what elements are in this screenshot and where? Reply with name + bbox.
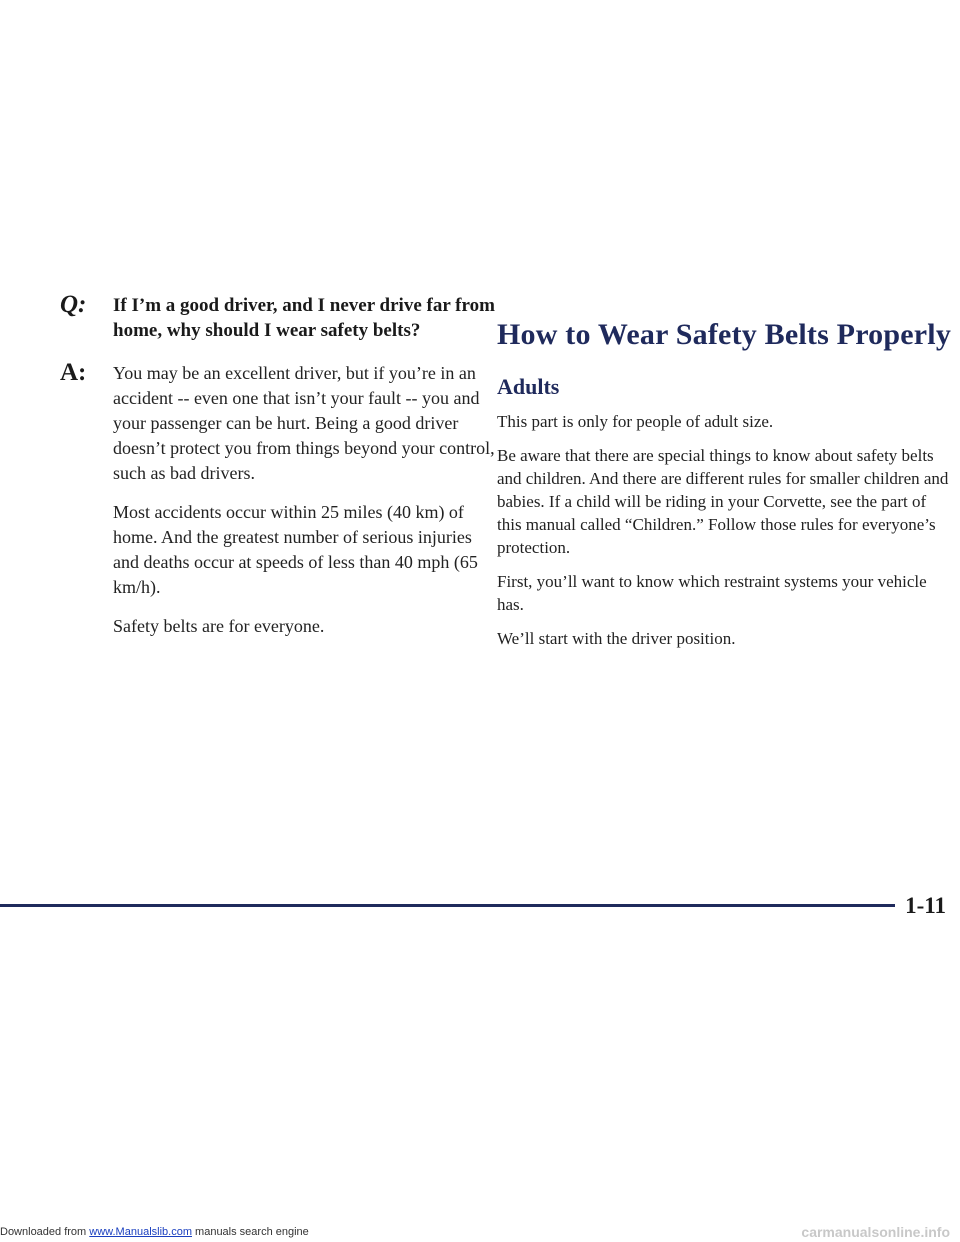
section-paragraph: First, you’ll want to know which restraint systems your vehicle has. — [497, 572, 927, 614]
answer-block — [60, 361, 500, 639]
section-paragraph: Be aware that there are special things to know about safety belts and children. And there are different rules for smaller children and babies. If a child will be riding in your Corvette, see the part of this manual called “Children.” Follow those rules for everyone’s protection. — [497, 446, 949, 557]
question-marker: Q: — [60, 291, 87, 318]
answer-paragraph: You may be an excellent driver, but if you’re in an accident -- even one that isn’t your fault -- you and your passenger can be hurt. Being a good driver doesn’t protect you from things beyond your control, such as bad drivers. — [113, 363, 495, 483]
question-block — [60, 293, 500, 343]
section-paragraph: We’ll start with the driver position. — [497, 629, 736, 648]
subsection-title: Adults — [497, 374, 560, 399]
answer-paragraph: Most accidents occur within 25 miles (40 km) of home. And the greatest number of serious injuries and deaths occur at speeds of less than 40 mph (65 km/h). — [113, 502, 478, 597]
download-footer — [0, 1226, 309, 1238]
footer-prefix: Downloaded from — [0, 1226, 90, 1238]
answer-paragraph: Safety belts are for everyone. — [113, 616, 325, 636]
section-column — [497, 318, 952, 661]
page-number: 1-11 — [905, 893, 946, 918]
page-rule-divider — [0, 904, 895, 907]
watermark: carmanualsonline.info — [801, 1224, 950, 1240]
answer-marker: A: — [60, 359, 87, 386]
section-paragraph: This part is only for people of adult size. — [497, 412, 774, 431]
qa-column — [60, 293, 500, 653]
manualslib-link[interactable]: www.Manualslib.com — [89, 1226, 192, 1238]
footer-suffix: manuals search engine — [191, 1226, 309, 1238]
question-text: If I’m a good driver, and I never drive far from home, why should I wear safety belts? — [113, 295, 495, 341]
section-title: How to Wear Safety Belts Properly — [497, 318, 952, 351]
